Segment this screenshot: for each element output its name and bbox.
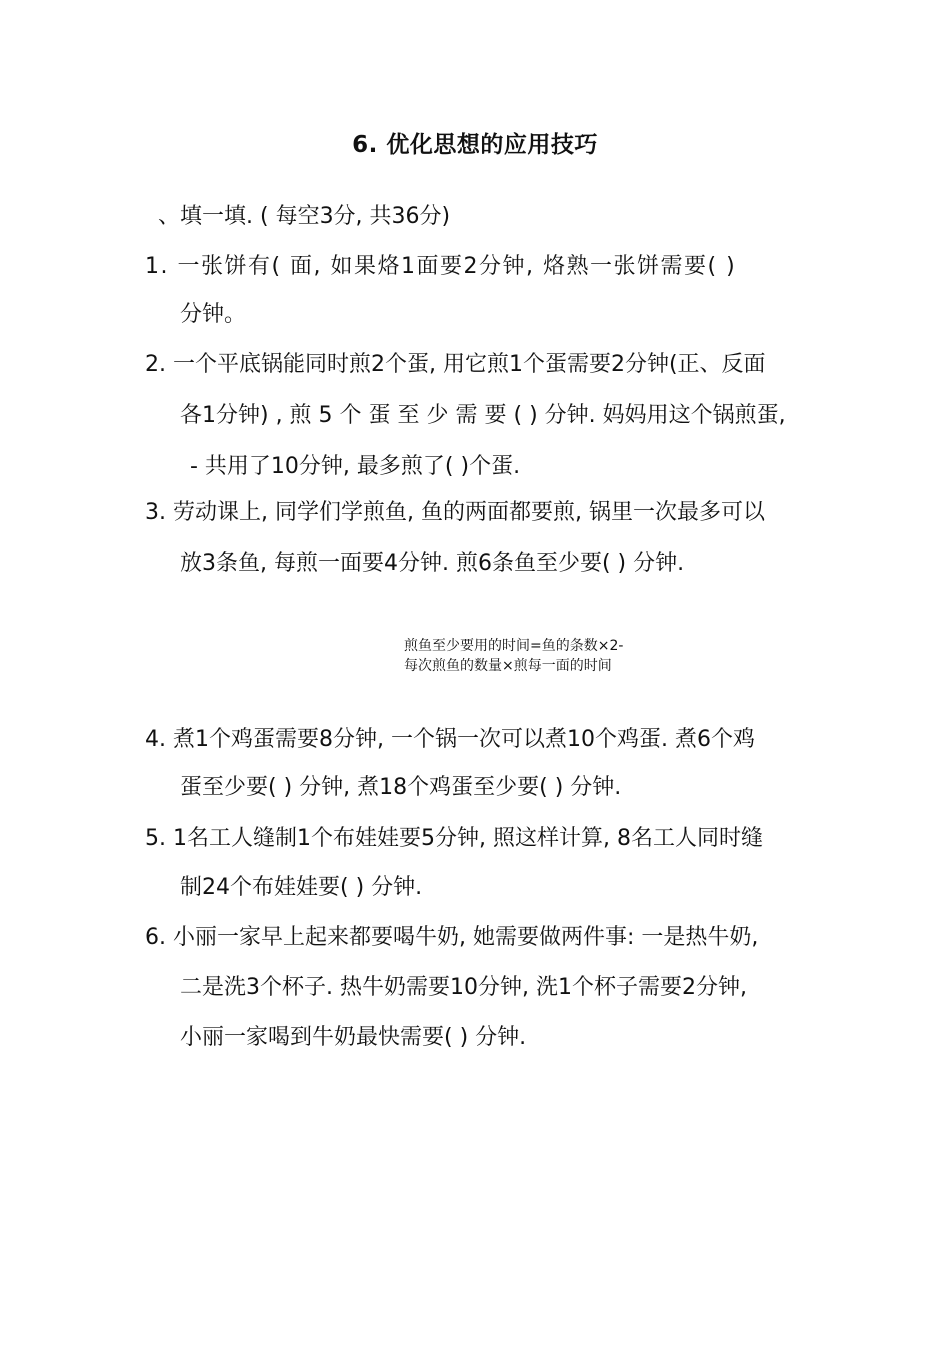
question-6-line-2: 二是洗3个杯子. 热牛奶需要10分钟, 洗1个杯子需要2分钟, [180,975,747,1000]
page-title: 6. 优化思想的应用技巧 [352,132,598,158]
question-5-line-1: 5. 1名工人缝制1个布娃娃要5分钟, 照这样计算, 8名工人同时缝 [145,826,763,851]
question-3-line-2: 放3条鱼, 每煎一面要4分钟. 煎6条鱼至少要( ) 分钟. [180,551,685,576]
question-4-line-2: 蛋至少要( ) 分钟, 煮18个鸡蛋至少要( ) 分钟. [180,775,622,800]
question-2-line-1: 2. 一个平底锅能同时煎2个蛋, 用它煎1个蛋需要2分钟(正、反面 [145,352,766,377]
question-1-line-1: 1. 一张饼有( 面, 如果烙1面要2分钟, 烙熟一张饼需要( ) [145,254,737,279]
question-3-line-1: 3. 劳动课上, 同学们学煎鱼, 鱼的两面都要煎, 锅里一次最多可以 [145,500,765,525]
question-6-line-1: 6. 小丽一家早上起来都要喝牛奶, 她需要做两件事: 一是热牛奶, [145,925,759,950]
question-2-line-2: 各1分钟) , 煎 5 个 蛋 至 少 需 要 ( ) 分钟. 妈妈用这个锅煎蛋, [180,403,786,428]
question-6-line-3: 小丽一家喝到牛奶最快需要( ) 分钟. [180,1025,527,1050]
hint-note [404,636,623,676]
hint-note-line-1: 煎鱼至少要用的时间=鱼的条数×2- [404,638,624,654]
section-heading: 、填一填. ( 每空3分, 共36分) [158,204,451,229]
question-5-line-2: 制24个布娃娃要( ) 分钟. [180,875,423,900]
question-4-line-1: 4. 煮1个鸡蛋需要8分钟, 一个锅一次可以煮10个鸡蛋. 煮6个鸡 [145,727,755,752]
question-1-line-2: 分钟。 [180,302,247,327]
question-2-line-3: - 共用了10分钟, 最多煎了( )个蛋. [190,454,521,479]
hint-note-line-2: 每次煎鱼的数量×煎每一面的时间 [404,658,612,674]
